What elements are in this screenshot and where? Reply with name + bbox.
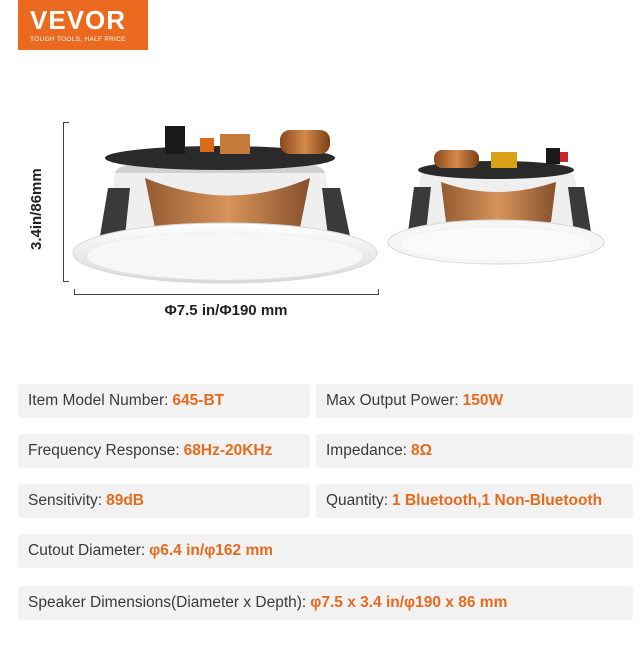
spec-quantity (316, 484, 633, 518)
spec-model (18, 384, 310, 418)
spec-cutout (18, 534, 633, 568)
spec-frequency-value: 68Hz-20KHz (183, 442, 273, 459)
spec-frequency-label: Frequency Response: (28, 442, 180, 459)
speaker-small-image (386, 142, 611, 267)
height-dimension-line (63, 122, 64, 282)
spec-impedance-label: Impedance: (326, 442, 407, 459)
height-dimension-cap-bottom (63, 281, 69, 282)
spec-quantity-label: Quantity: (326, 492, 389, 509)
diameter-dimension-cap-right (378, 289, 379, 295)
diameter-label: Φ7.5 in/Φ190 mm (164, 302, 288, 319)
spec-speaker-dimensions-value: φ7.5 x 3.4 in/φ190 x 86 mm (310, 594, 508, 611)
spec-sensitivity (18, 484, 310, 518)
spec-speaker-dimensions-label: Speaker Dimensions(Diameter x Depth): (28, 594, 307, 611)
spec-model-label: Item Model Number: (28, 392, 169, 409)
brand-logo (18, 0, 148, 50)
spec-speaker-dimensions (18, 586, 633, 620)
spec-quantity-value: 1 Bluetooth,1 Non-Bluetooth (392, 492, 603, 509)
spec-cutout-value: φ6.4 in/φ162 mm (149, 542, 274, 559)
brand-name: VEVOR (30, 5, 127, 35)
spec-power-value: 150W (462, 392, 504, 409)
brand-tagline: TOUGH TOOLS, HALF PRICE (30, 36, 126, 43)
speaker-large-image (70, 118, 385, 288)
spec-impedance (316, 434, 633, 468)
spec-impedance-value: 8Ω (411, 442, 433, 459)
spec-power-label: Max Output Power: (326, 392, 459, 409)
height-label: 3.4in/86mm (28, 168, 45, 250)
spec-power (316, 384, 633, 418)
spec-sensitivity-label: Sensitivity: (28, 492, 103, 509)
spec-model-value: 645-BT (172, 392, 225, 409)
spec-cutout-label: Cutout Diameter: (28, 542, 146, 559)
spec-frequency (18, 434, 310, 468)
spec-sensitivity-value: 89dB (106, 492, 144, 509)
height-dimension-cap-top (63, 122, 69, 123)
diameter-dimension-line (74, 294, 379, 295)
diameter-dimension-cap-left (74, 289, 75, 295)
